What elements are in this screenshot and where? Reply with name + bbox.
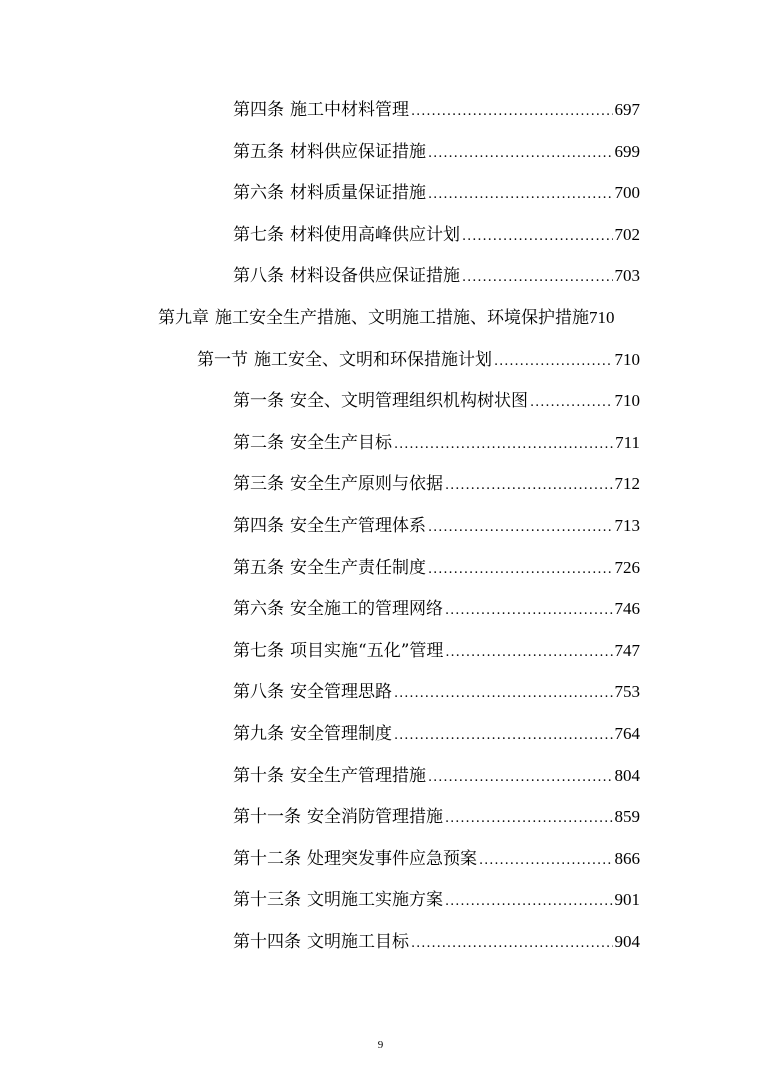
toc-entry[interactable] [0,845,640,887]
toc-entry-title: 施工安全、文明和环保措施计划 [254,349,492,370]
toc-entry-title: 项目实施“五化”管理 [290,640,444,661]
toc-entry-number: 第五条 [233,557,284,578]
toc-entry-title: 施工安全生产措施、文明施工措施、环境保护措施 [215,307,589,328]
toc-entry-page: 904 [614,931,640,951]
toc-entry-title: 施工中材料管理 [290,100,409,120]
toc-dot-leader [394,680,613,708]
toc-entry[interactable] [0,387,640,429]
toc-dot-leader [411,98,613,126]
page-number: 9 [377,1039,384,1051]
toc-entry[interactable] [0,512,640,554]
toc-entry-title: 安全生产管理措施 [290,765,426,786]
toc-entry-page: 866 [614,848,640,868]
toc-entry-label [233,720,392,748]
toc-dot-leader [445,597,613,625]
toc-entry[interactable] [0,595,640,637]
toc-dot-leader [462,264,613,292]
toc-entry[interactable] [0,262,640,304]
toc-entry-number: 第六条 [233,183,284,204]
toc-entry-label [233,595,443,623]
toc-entry-number: 第四条 [233,100,284,120]
toc-entry-number: 第二条 [233,432,284,453]
toc-entry-label [197,346,492,374]
toc-entry[interactable] [0,886,640,928]
toc-entry-number: 第九条 [233,723,284,744]
toc-entry-number: 第十四条 [233,931,301,952]
toc-entry-label [233,429,392,457]
toc-entry-label [233,179,426,207]
toc-entry-page: 700 [614,183,640,203]
toc-entry[interactable] [0,470,640,512]
table-of-contents [0,96,761,969]
toc-entry-label [233,803,443,831]
toc-dot-leader [394,722,613,750]
toc-dot-leader [445,805,613,833]
toc-entry-number: 第八条 [233,266,284,287]
toc-entry[interactable] [0,179,640,221]
toc-entry-title: 安全管理思路 [290,682,392,703]
toc-entry[interactable] [0,762,640,804]
toc-entry-page: 710 [589,307,615,327]
toc-entry-label [233,138,426,166]
toc-entry-page: 703 [614,266,640,286]
toc-entry-label [233,886,443,914]
toc-entry-number: 第十三条 [233,890,301,911]
toc-entry-title: 材料设备供应保证措施 [290,266,460,287]
toc-entry-number: 第十一条 [233,807,301,828]
toc-entry[interactable] [0,928,640,970]
toc-entry-number: 第一节 [197,349,248,370]
toc-entry[interactable] [0,346,640,388]
toc-entry-page: 901 [614,890,640,910]
toc-entry-label [233,512,426,540]
toc-entry-number: 第六条 [233,599,284,620]
toc-entry-number: 第四条 [233,515,284,536]
toc-entry-number: 第三条 [233,474,284,495]
toc-entry[interactable] [0,637,640,679]
toc-entry-title: 安全消防管理措施 [307,807,443,828]
toc-entry[interactable] [0,554,640,596]
toc-entry-page: 726 [614,557,640,577]
toc-entry-title: 文明施工目标 [307,931,409,952]
toc-entry-label [233,678,392,706]
toc-entry-title: 安全生产目标 [290,432,392,453]
toc-entry-number: 第九章 [158,307,209,328]
toc-entry-page: 697 [614,100,640,119]
toc-entry-title: 安全管理制度 [290,723,392,744]
toc-entry-number: 第八条 [233,682,284,703]
toc-dot-leader [494,348,613,376]
toc-entry-label [233,262,460,290]
toc-dot-leader [428,181,613,209]
toc-entry[interactable] [0,678,640,720]
toc-entry-label [233,470,443,498]
toc-entry-title: 材料供应保证措施 [290,141,426,162]
toc-dot-leader [394,431,613,459]
toc-entry-label [233,96,409,124]
toc-entry-title: 安全生产责任制度 [290,557,426,578]
toc-dot-leader [445,888,613,916]
toc-entry-label [233,928,409,956]
toc-entry-page: 746 [614,599,640,619]
toc-entry[interactable] [0,96,640,138]
toc-entry-page: 702 [614,224,640,244]
toc-entry-title: 安全生产原则与依据 [290,474,443,495]
toc-entry-page: 713 [614,515,640,535]
toc-dot-leader [479,847,613,875]
toc-dot-leader [462,223,613,251]
toc-entry[interactable] [0,304,658,346]
toc-dot-leader [428,140,613,168]
toc-entry-title: 安全、文明管理组织机构树状图 [290,391,528,412]
toc-entry-title: 安全施工的管理网络 [290,599,443,620]
toc-entry-page: 747 [614,640,640,660]
toc-entry[interactable] [0,138,640,180]
toc-entry-number: 第五条 [233,141,284,162]
toc-entry-page: 753 [614,682,640,702]
toc-entry-page: 711 [615,432,640,452]
toc-dot-leader [530,389,613,417]
toc-entry-number: 第一条 [233,391,284,412]
toc-entry[interactable] [0,429,640,471]
toc-entry-number: 第七条 [233,640,284,661]
toc-entry-title: 安全生产管理体系 [290,515,426,536]
toc-entry-title: 处理突发事件应急预案 [307,848,477,869]
toc-entry-title: 文明施工实施方案 [307,890,443,911]
toc-dot-leader [428,514,613,542]
toc-entry[interactable] [0,720,640,762]
toc-dot-leader [411,930,613,958]
toc-entry-page: 710 [614,349,640,369]
toc-entry-label [233,221,460,249]
toc-entry-number: 第十条 [233,765,284,786]
toc-entry-label [233,845,477,873]
toc-dot-leader [445,639,612,667]
toc-entry-page: 764 [614,723,640,743]
toc-entry[interactable] [0,221,640,263]
toc-entry-label [233,637,443,665]
toc-entry-page: 712 [614,474,640,494]
toc-entry-page: 710 [614,391,640,411]
toc-entry-label [233,762,426,790]
toc-dot-leader [428,764,613,792]
toc-entry-label [233,554,426,582]
toc-entry-page: 699 [614,141,640,161]
toc-dot-leader [428,556,613,584]
toc-entry-number: 第十二条 [233,848,301,869]
toc-entry-page: 859 [614,807,640,827]
toc-entry[interactable] [0,803,640,845]
toc-dot-leader [445,472,613,500]
toc-entry-title: 材料使用高峰供应计划 [290,224,460,245]
toc-entry-title: 材料质量保证措施 [290,183,426,204]
toc-entry-page: 804 [614,765,640,785]
toc-entry-label [158,304,589,332]
toc-entry-label [233,387,528,415]
toc-entry-number: 第七条 [233,224,284,245]
